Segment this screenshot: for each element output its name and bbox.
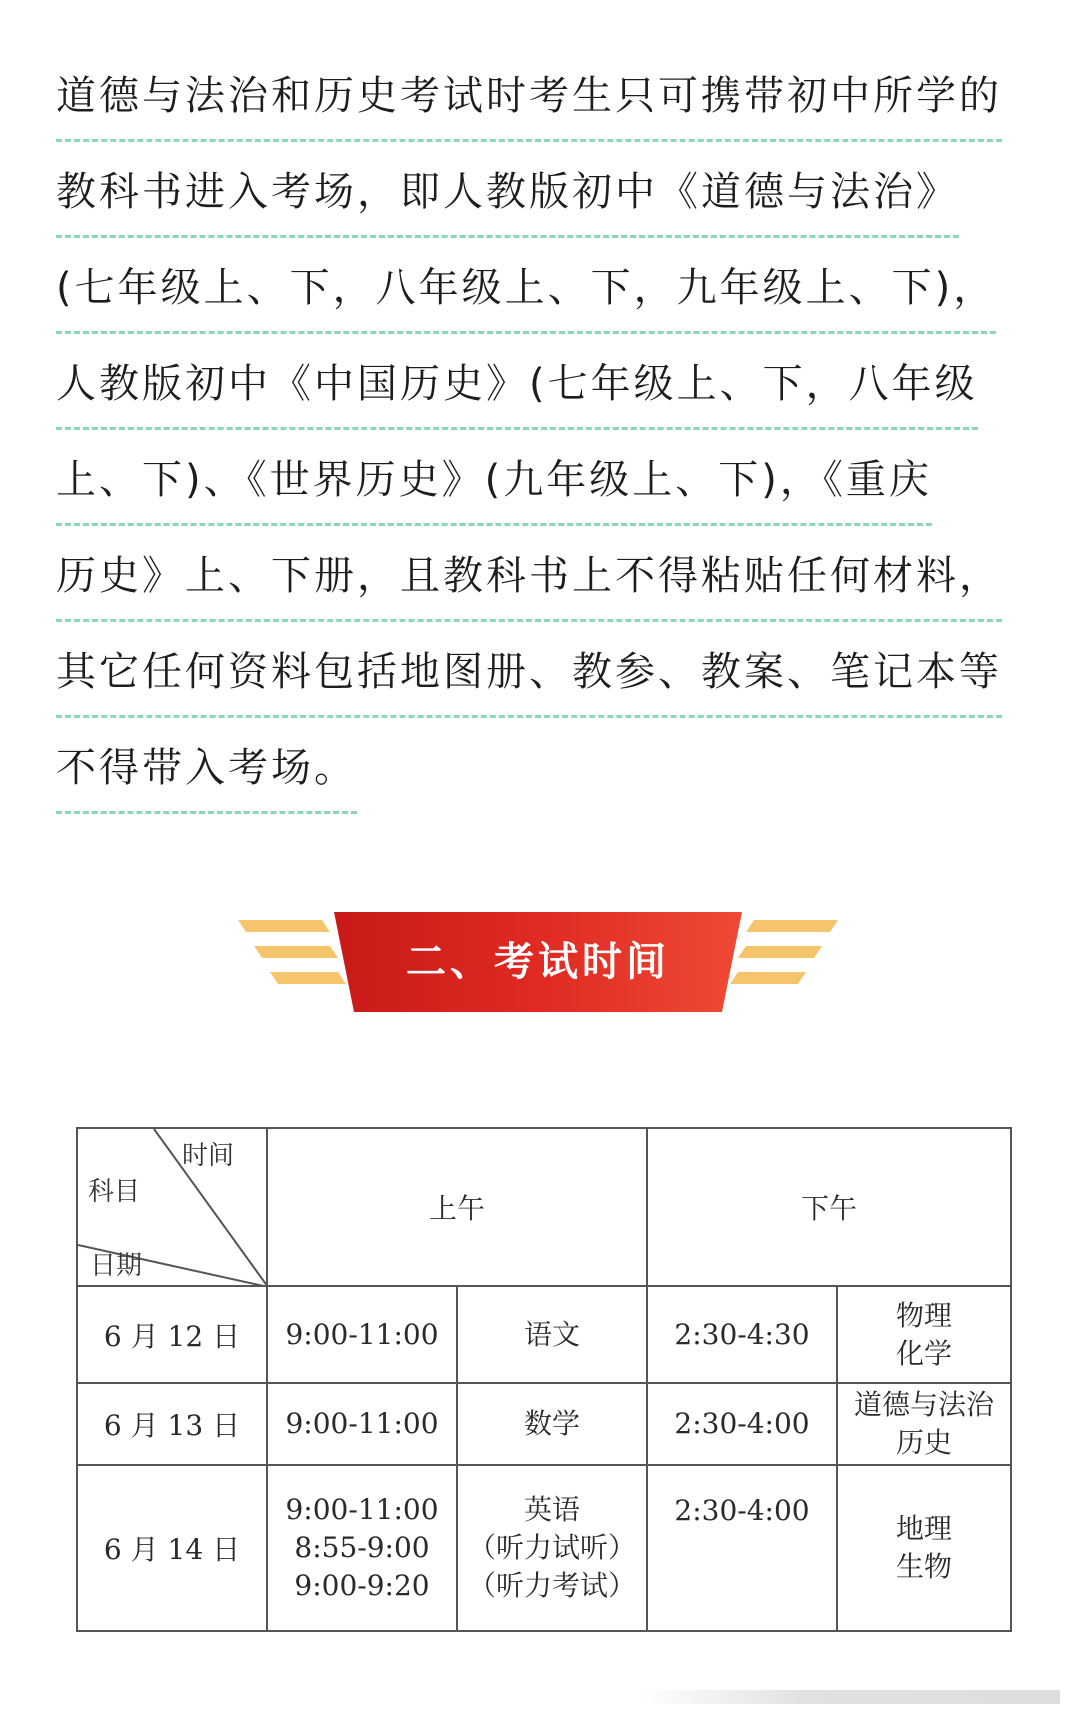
paragraph-line: 教科书进入考场，即人教版初中《道德与法治》 xyxy=(56,160,959,224)
paragraph-line: 历史》上、下册，且教科书上不得粘贴任何材料， xyxy=(56,544,1002,608)
paragraph-line: 不得带入考场。 xyxy=(56,736,357,800)
time-text: 9:00-9:20 xyxy=(294,1569,430,1602)
am-time-cell xyxy=(267,1286,457,1383)
header-afternoon: 下午 xyxy=(647,1128,1011,1286)
corner-label-date: 日期 xyxy=(90,1251,143,1281)
right-stripe-3 xyxy=(730,972,806,984)
pm-time-cell xyxy=(647,1465,837,1631)
paragraph-line: 其它任何资料包括地图册、教参、教案、笔记本等 xyxy=(56,640,1002,704)
subject-text: 道德与法治 xyxy=(853,1388,994,1421)
subject-text: （听力试听） xyxy=(467,1531,636,1564)
time-text: 8:55-9:00 xyxy=(294,1531,430,1564)
left-stripe-3 xyxy=(270,972,346,984)
time-text: 9:00-11:00 xyxy=(285,1317,439,1351)
time-text: 2:30-4:00 xyxy=(674,1494,810,1527)
right-stripe-1 xyxy=(746,920,838,932)
corner-header-cell xyxy=(77,1128,267,1286)
section-title: 二、考试时间 xyxy=(406,939,670,985)
date-cell: 6 月 13 日 xyxy=(77,1383,267,1465)
paragraph-line: 道德与法治和历史考试时考生只可携带初中所学的 xyxy=(56,64,1002,128)
pm-time-cell xyxy=(647,1286,837,1383)
exam-rules-paragraph xyxy=(56,48,1024,816)
pm-subject-cell xyxy=(837,1383,1011,1465)
time-text: 2:30-4:30 xyxy=(674,1317,810,1351)
am-subject-cell xyxy=(457,1383,647,1465)
paragraph-line: 人教版初中《中国历史》(七年级上、下，八年级 xyxy=(56,352,978,416)
am-subject-cell xyxy=(457,1286,647,1383)
am-time-cell xyxy=(267,1383,457,1465)
subject-text: （听力考试） xyxy=(467,1569,636,1602)
corner-label-time: 时间 xyxy=(182,1141,235,1171)
right-stripe-2 xyxy=(738,946,822,958)
subject-text: 生物 xyxy=(895,1550,952,1583)
table-row xyxy=(77,1286,1011,1383)
pm-subject-cell xyxy=(837,1286,1011,1383)
time-text: 9:00-11:00 xyxy=(285,1493,439,1526)
section-header xyxy=(238,912,838,1012)
table-header-row xyxy=(77,1128,1011,1286)
left-stripe-2 xyxy=(254,946,338,958)
left-stripe-1 xyxy=(238,920,330,932)
table-row xyxy=(77,1465,1011,1631)
subject-text: 英语 xyxy=(523,1493,580,1526)
date-cell: 6 月 12 日 xyxy=(77,1286,267,1383)
bottom-fade-bar xyxy=(640,1690,1060,1704)
pm-subject-cell xyxy=(837,1465,1011,1631)
subject-text: 语文 xyxy=(523,1317,580,1351)
subject-text: 物理 xyxy=(895,1298,952,1332)
am-subject-cell xyxy=(457,1465,647,1631)
subject-text: 化学 xyxy=(895,1336,952,1370)
time-text: 9:00-11:00 xyxy=(285,1407,439,1440)
corner-label-subject: 科目 xyxy=(88,1177,141,1207)
date-cell: 6 月 14 日 xyxy=(77,1465,267,1631)
time-text: 2:30-4:00 xyxy=(674,1407,810,1440)
subject-text: 地理 xyxy=(895,1512,952,1545)
paragraph-line: 上、下)、《世界历史》(九年级上、下)，《重庆 xyxy=(56,448,932,512)
table-row xyxy=(77,1383,1011,1465)
paragraph-line: (七年级上、下，八年级上、下，九年级上、下)， xyxy=(56,256,996,320)
subject-text: 数学 xyxy=(523,1407,580,1440)
header-morning: 上午 xyxy=(267,1128,647,1286)
subject-text: 历史 xyxy=(895,1426,952,1459)
exam-schedule-table xyxy=(76,1127,1012,1632)
am-time-cell xyxy=(267,1465,457,1631)
pm-time-cell xyxy=(647,1383,837,1465)
